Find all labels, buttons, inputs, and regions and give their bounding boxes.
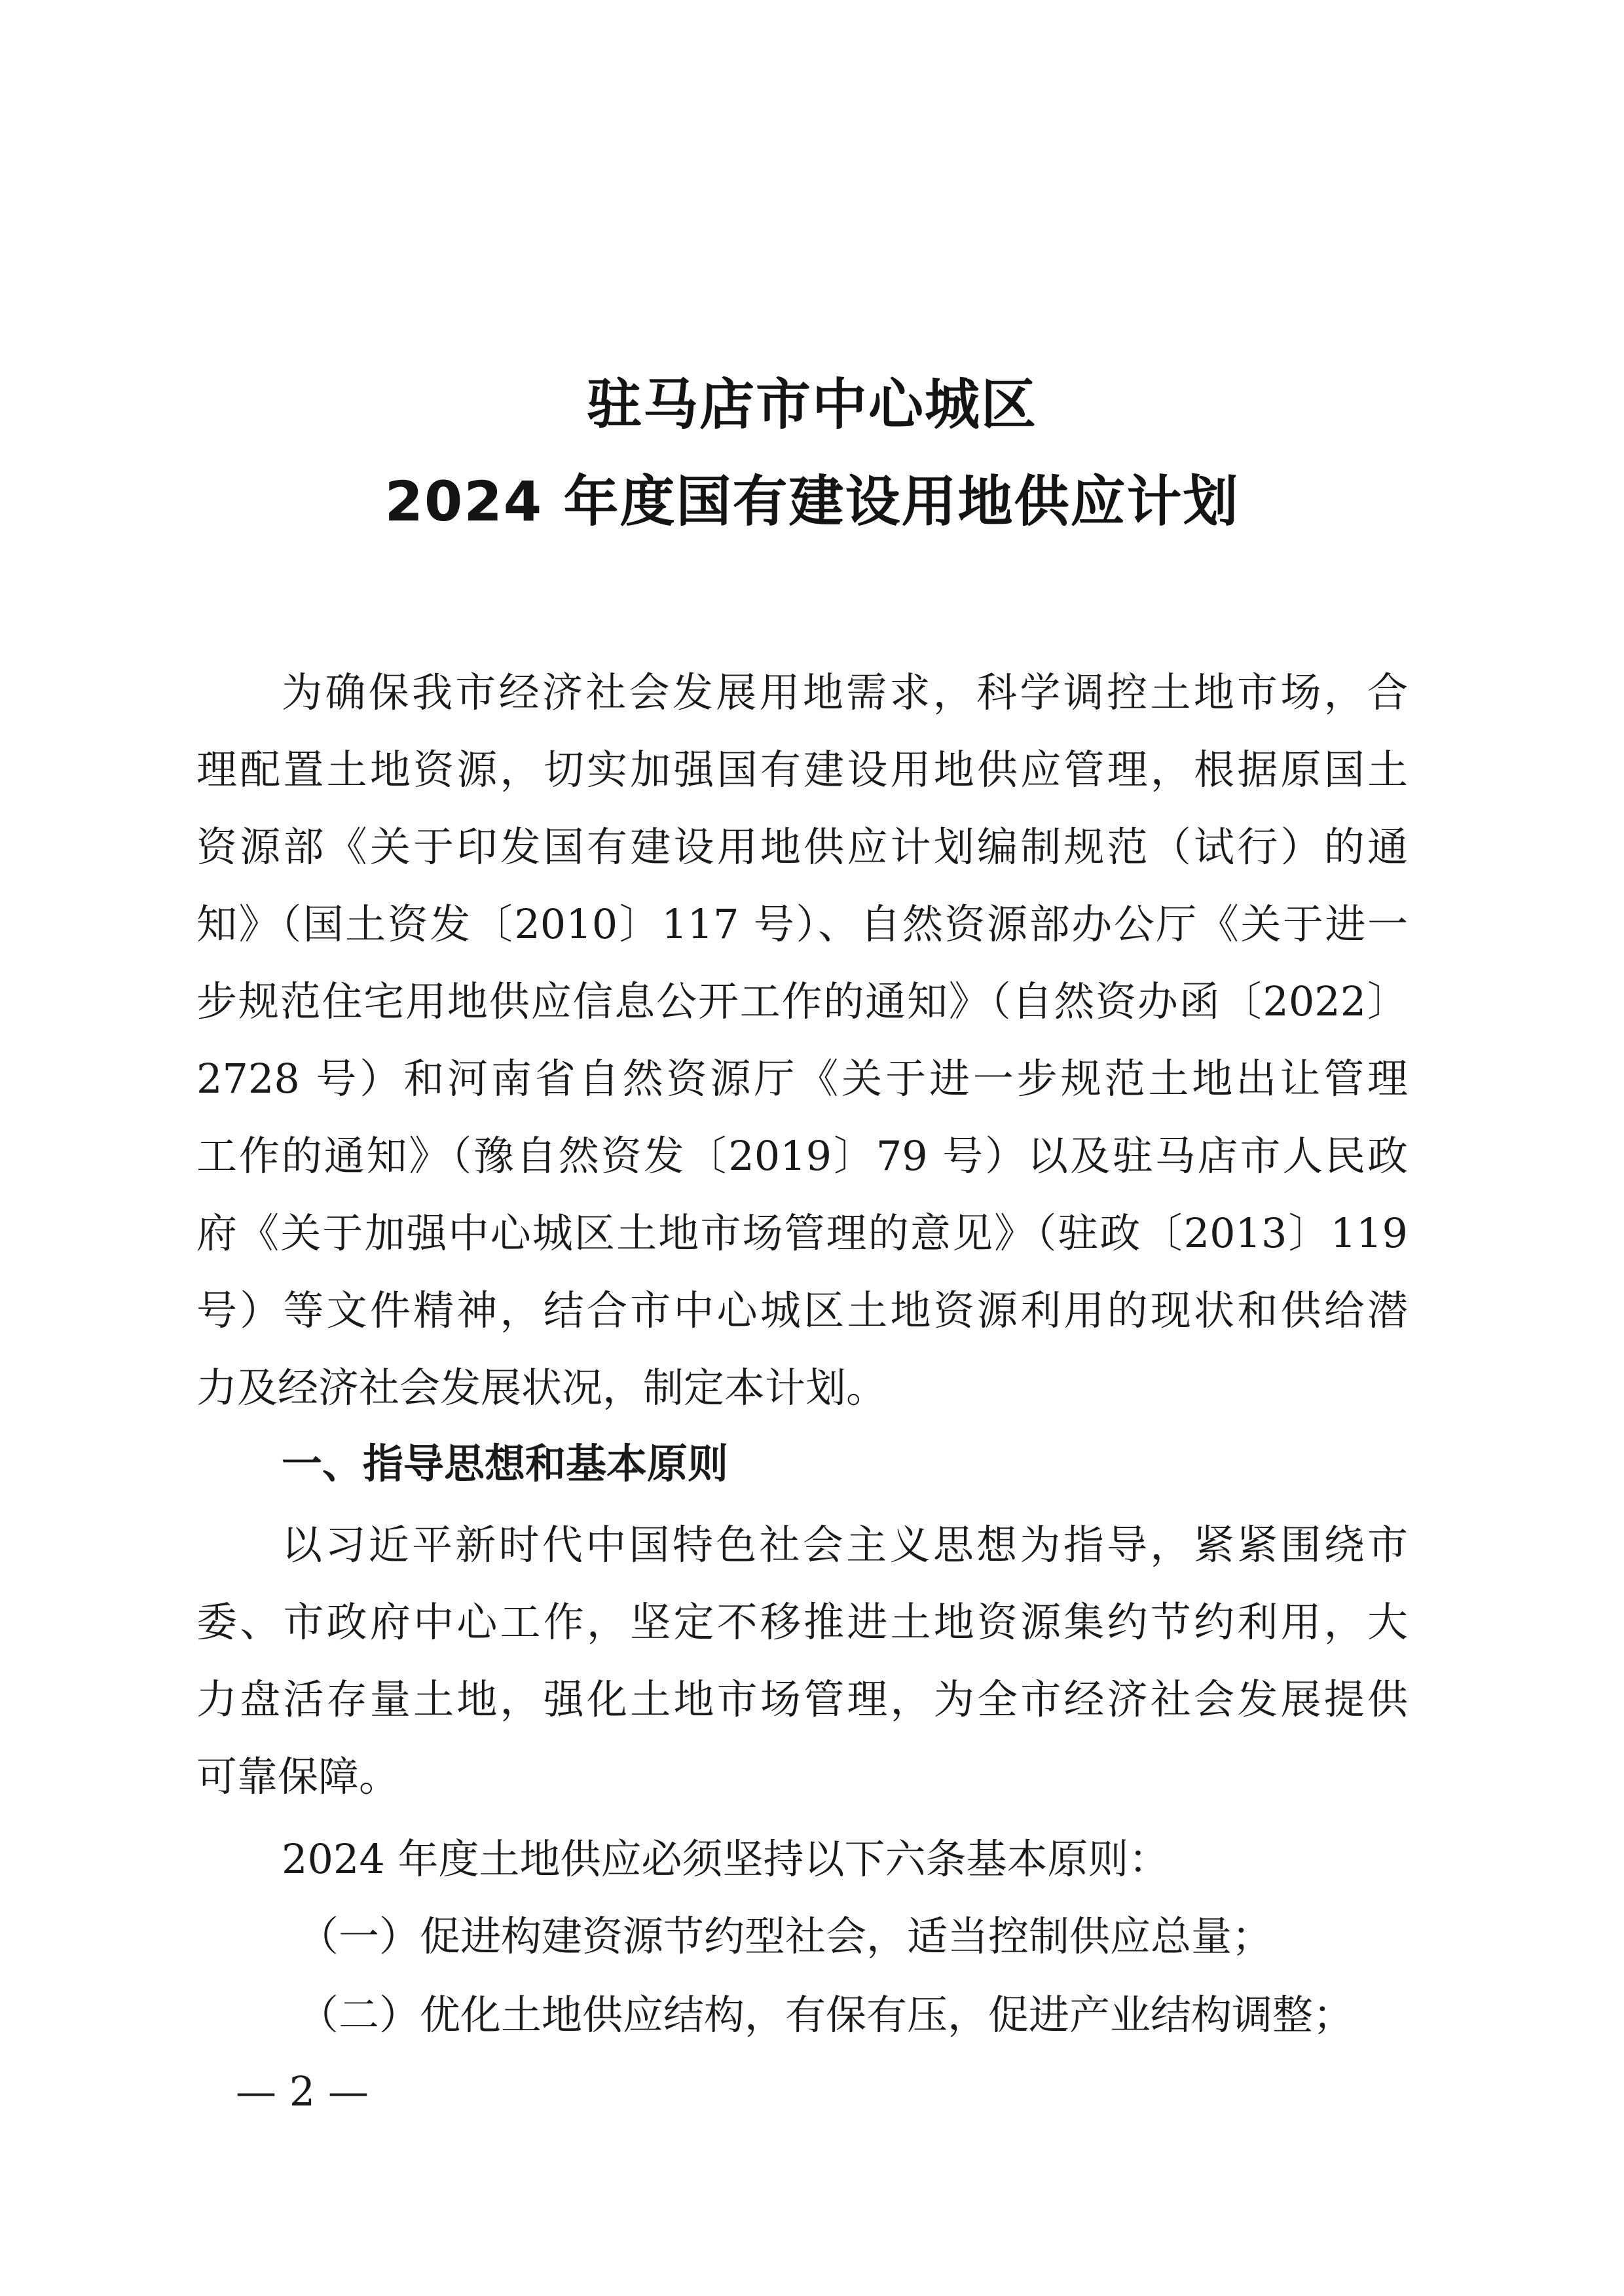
intro-paragraph-line: 资源部《关于印发国有建设用地供应计划编制规范（试行）的通: [196, 823, 1408, 871]
principles-intro: 2024 年度土地供应必须坚持以下六条基本原则：: [282, 1835, 1170, 1883]
intro-paragraph-line: 为确保我市经济社会发展用地需求，科学调控土地市场，合: [282, 668, 1408, 716]
section-paragraph-line: 以习近平新时代中国特色社会主义思想为指导，紧紧围绕市: [282, 1521, 1408, 1569]
intro-paragraph-line: 府《关于加强中心城区土地市场管理的意见》（驻政〔2013〕119: [196, 1209, 1408, 1257]
intro-paragraph-line: 步规范住宅用地供应信息公开工作的通知》（自然资办函〔2022〕: [196, 977, 1408, 1025]
document-title-line-2: 2024 年度国有建设用地供应计划: [384, 469, 1240, 534]
section-heading: 一、指导思想和基本原则: [282, 1440, 729, 1487]
document-title-line-1: 驻马店市中心城区: [586, 373, 1037, 437]
section-paragraph-line: 委、市政府中心工作，坚定不移推进土地资源集约节约利用，大: [196, 1598, 1408, 1646]
principle-item: （一）促进构建资源节约型社会，适当控制供应总量；: [298, 1912, 1273, 1960]
principle-item: （二）优化土地供应结构，有保有压，促进产业结构调整；: [298, 1991, 1354, 2039]
section-paragraph-line: 力盘活存量土地，强化土地市场管理，为全市经济社会发展提供: [196, 1675, 1408, 1723]
intro-paragraph-line: 号）等文件精神，结合市中心城区土地资源利用的现状和供给潜: [196, 1286, 1408, 1334]
intro-paragraph-line: 工作的通知》（豫自然资发〔2019〕79 号）以及驻马店市人民政: [196, 1132, 1408, 1180]
intro-paragraph-line: 知》（国土资发〔2010〕117 号）、自然资源部办公厅《关于进一: [196, 900, 1408, 948]
section-paragraph-line: 可靠保障。: [196, 1753, 400, 1800]
page-number: — 2 —: [236, 2068, 369, 2115]
intro-paragraph-line: 力及经济社会发展状况，制定本计划。: [196, 1364, 887, 1412]
intro-paragraph-line: 理配置土地资源，切实加强国有建设用地供应管理，根据原国土: [196, 746, 1408, 793]
intro-paragraph-line: 2728 号）和河南省自然资源厅《关于进一步规范土地出让管理: [196, 1055, 1408, 1102]
